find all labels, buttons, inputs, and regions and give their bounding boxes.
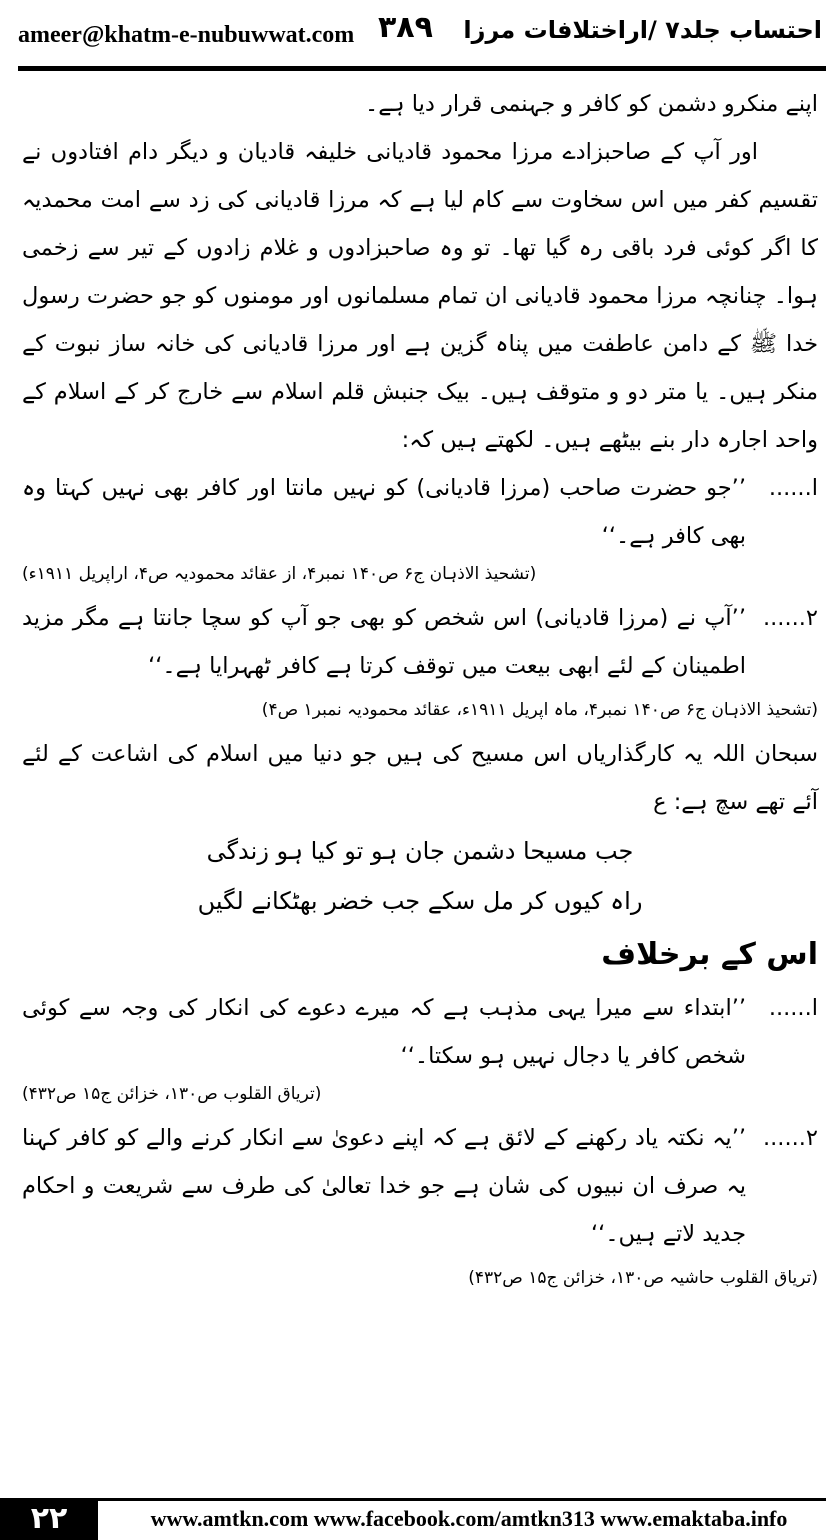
quote-2-reference: (تشحیذ الاذہان ج۶ ص۱۴۰ نمبر۴، ماہ اپریل ۱۹۱۱ء، عقائد محمودیہ نمبر۱ ص۴) — [261, 700, 818, 720]
header-divider — [18, 66, 826, 71]
poem-line-2: راہ کیوں کر مل سکے جب خضر بھٹکانے لگیں — [197, 887, 643, 915]
header-email[interactable]: ameer@khatm-e-nubuwwat.com — [18, 22, 355, 48]
section-heading: اس کے برخلاف — [601, 937, 818, 972]
quote-1-text: ’’جو حضرت صاحب (مرزا قادیانی) کو نہیں مانتا اور کافر بھی نہیں کہتا وہ بھی کافر ہے۔‘‘ — [22, 475, 746, 549]
footer-urls[interactable]: www.amtkn.com www.facebook.com/amtkn313 www.emaktaba.info — [150, 1506, 788, 1531]
paragraph-1: اپنے منکرو دشمن کو کافر و جہنمی قرار دیا ہے۔ — [365, 91, 818, 117]
quote-3 — [22, 984, 818, 1080]
quote-2-text: ’’آپ نے (مرزا قادیانی) اس شخص کو بھی جو آپ کو سچا جانتا ہے مگر مزید اطمینان کے لئے ابھی بیعت میں توقف کرتا ہے کافر ٹھہرایا ہے۔‘‘ — [22, 605, 746, 679]
page-footer — [0, 1494, 840, 1540]
footer-page-number: ۲۲ — [0, 1498, 98, 1540]
header-page-number: ۳۸۹ — [378, 10, 433, 45]
quote-1-number: ا...... — [768, 475, 818, 501]
page-header — [0, 0, 840, 62]
paragraph-3: سبحان اللہ یہ کارگذاریاں اس مسیح کی ہیں جو دنیا میں اسلام کی اشاعت کے لئے آئے تھے سچ ہے: ع — [22, 741, 818, 815]
quote-1-reference: (تشحیذ الاذہان ج۶ ص۱۴۰ نمبر۴، از عقائد محمودیہ ص۴، اراپریل ۱۹۱۱ء) — [22, 564, 537, 584]
page-body — [22, 80, 818, 1298]
quote-3-number: ا...... — [768, 995, 818, 1021]
quote-4-reference: (تریاق القلوب حاشیہ ص۱۳۰، خزائن ج۱۵ ص۴۳۲) — [468, 1268, 818, 1288]
paragraph-2: اور آپ کے صاحبزادے مرزا محمود قادیانی خلیفہ قادیان و دیگر دام افتادوں نے تقسیم کفر میں اس سخاوت سے کام لیا ہے کہ مرزا قادیانی کی زد سے امت محمدیہ کا اگر کوئی فرد باقی رہ گیا تھا۔ تو وہ صاحبزادوں و غلام زادوں کے تیر سے زخمی ہوا۔ چنانچہ مرزا محمود قادیانی ان تمام مسلمانوں اور مومنوں کو جو حضرت رسول خدا ﷺ کے دامن عاطفت میں پناہ گزین ہے اور مرزا قادیانی کی خانہ ساز نبوت کے منکر ہیں۔ یا متر دو و متوقف ہیں۔ بیک جنبش قلم اسلام سے خارج کر کے اسلام کے واحد اجارہ دار بنے بیٹھے ہیں۔ لکھتے ہیں کہ: — [22, 139, 818, 453]
quote-2 — [22, 594, 818, 690]
quote-4-text: ’’یہ نکتہ یاد رکھنے کے لائق ہے کہ اپنے دعویٰ سے انکار کرنے والے کو کافر کہنا یہ صرف ان نبیوں کی شان ہے جو خدا تعالیٰ کی طرف سے شریعت و احکام جدید لاتے ہیں۔‘‘ — [22, 1125, 746, 1247]
quote-4-number: ۲...... — [762, 1125, 818, 1151]
quote-1 — [22, 464, 818, 560]
quote-3-reference: (تریاق القلوب ص۱۳۰، خزائن ج۱۵ ص۴۳۲) — [22, 1084, 322, 1104]
poem-line-1: جب مسیحا دشمن جان ہو تو کیا ہو زندگی — [206, 837, 634, 865]
quote-4 — [22, 1114, 818, 1258]
header-book-title: احتساب جلد۷ /اراختلافات مرزا — [463, 16, 822, 44]
quote-3-text: ’’ابتداء سے میرا یہی مذہب ہے کہ میرے دعوے کی انکار کی وجہ سے کوئی شخص کافر یا دجال نہیں ہو سکتا۔‘‘ — [22, 995, 746, 1069]
quote-2-number: ۲...... — [762, 605, 818, 631]
